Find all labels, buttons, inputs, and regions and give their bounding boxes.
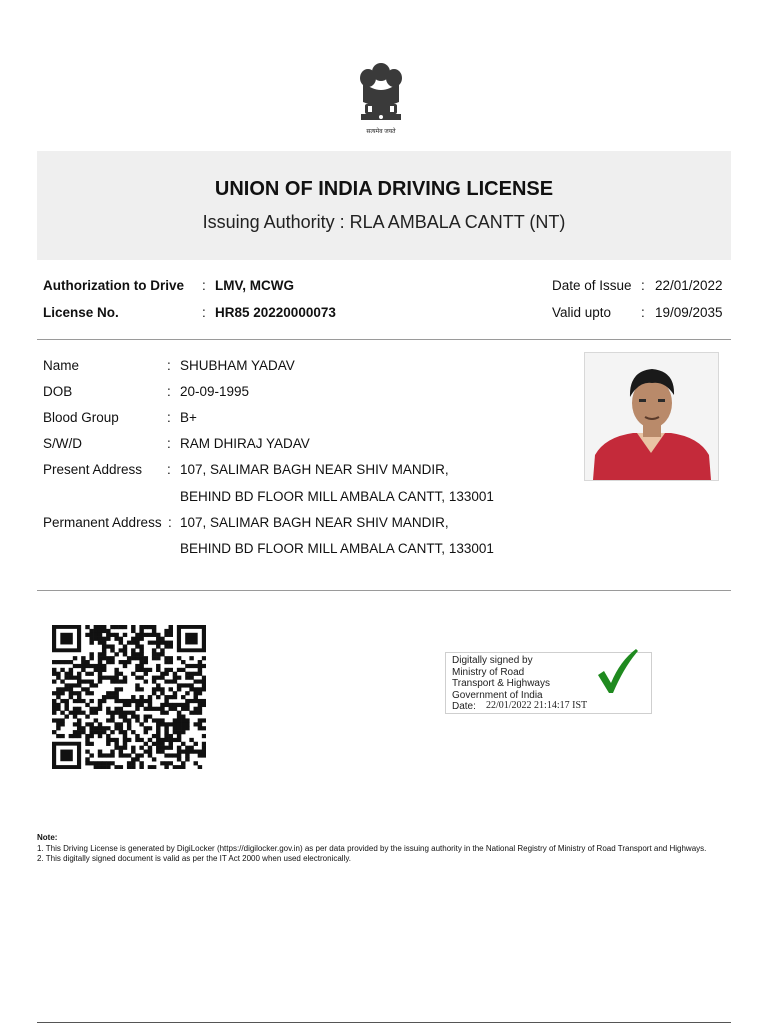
present-address-line1: 107, SALIMAR BAGH NEAR SHIV MANDIR,: [180, 462, 449, 477]
national-emblem-icon: [355, 58, 407, 138]
name-label: Name: [43, 358, 80, 373]
note-item-1: 1. This Driving License is generated by DigiLocker (https://digilocker.gov.in) as per data provided by the issuing authority in the National Registry of Ministry of Road Transport and Highways.: [37, 843, 707, 853]
qr-code: [52, 625, 206, 769]
blood-group-value: B+: [180, 410, 197, 425]
license-no-value: HR85 20220000073: [215, 305, 336, 320]
note-heading: Note:: [37, 833, 58, 842]
name-value: SHUBHAM YADAV: [180, 358, 295, 373]
auth-value: LMV, MCWG: [215, 278, 294, 293]
signature-line4: Government of India: [452, 690, 543, 701]
permanent-address-label: Permanent Address: [43, 515, 162, 530]
separator: :: [167, 358, 171, 373]
separator: :: [202, 305, 206, 320]
holder-photo: [584, 352, 719, 481]
signature-line1: Digitally signed by: [452, 655, 533, 666]
separator: :: [202, 278, 206, 293]
valid-upto-label: Valid upto: [552, 305, 612, 320]
separator: :: [167, 410, 171, 425]
divider: [37, 590, 731, 591]
title-banner: [37, 151, 731, 260]
swd-label: S/W/D: [43, 436, 82, 451]
issuing-authority: Issuing Authority : RLA AMBALA CANTT (NT): [202, 212, 566, 232]
dob-label: DOB: [43, 384, 73, 399]
signature-line3: Transport & Highways: [452, 678, 550, 689]
separator: :: [641, 305, 645, 320]
present-address-line2: BEHIND BD FLOOR MILL AMBALA CANTT, 133001: [180, 489, 494, 504]
portrait-icon: [585, 353, 718, 480]
divider: [37, 339, 731, 340]
separator: :: [167, 462, 171, 477]
note-item-2: 2. This digitally signed document is valid as per the IT Act 2000 when used electronically.: [37, 854, 351, 863]
separator: :: [641, 278, 645, 293]
license-no-label: License No.: [43, 305, 119, 320]
separator: :: [167, 436, 171, 451]
permanent-address-line1: 107, SALIMAR BAGH NEAR SHIV MANDIR,: [180, 515, 449, 530]
signature-date-label: Date:: [452, 701, 476, 712]
checkmark-icon: [596, 647, 640, 697]
digital-signature-box: [445, 652, 652, 714]
valid-upto-value: 19/09/2035: [655, 305, 723, 320]
qr-code-icon: [52, 625, 206, 769]
swd-value: RAM DHIRAJ YADAV: [180, 436, 310, 451]
separator: :: [168, 515, 172, 530]
present-address-label: Present Address: [43, 462, 143, 477]
note-section: [37, 833, 731, 865]
emblem-motto: सत्यमेव जयते: [366, 129, 396, 135]
separator: :: [167, 384, 171, 399]
bottom-divider: [37, 1022, 731, 1023]
date-of-issue-label: Date of Issue: [552, 278, 632, 293]
dob-value: 20-09-1995: [180, 384, 250, 399]
permanent-address-line2: BEHIND BD FLOOR MILL AMBALA CANTT, 133001: [180, 541, 494, 556]
blood-group-label: Blood Group: [43, 410, 119, 425]
document-title: UNION OF INDIA DRIVING LICENSE: [214, 178, 554, 200]
signature-line2: Ministry of Road: [452, 667, 525, 678]
signature-date-value: 22/01/2022 21:14:17 IST: [486, 700, 588, 711]
date-of-issue-value: 22/01/2022: [655, 278, 723, 293]
auth-label: Authorization to Drive: [43, 278, 184, 293]
